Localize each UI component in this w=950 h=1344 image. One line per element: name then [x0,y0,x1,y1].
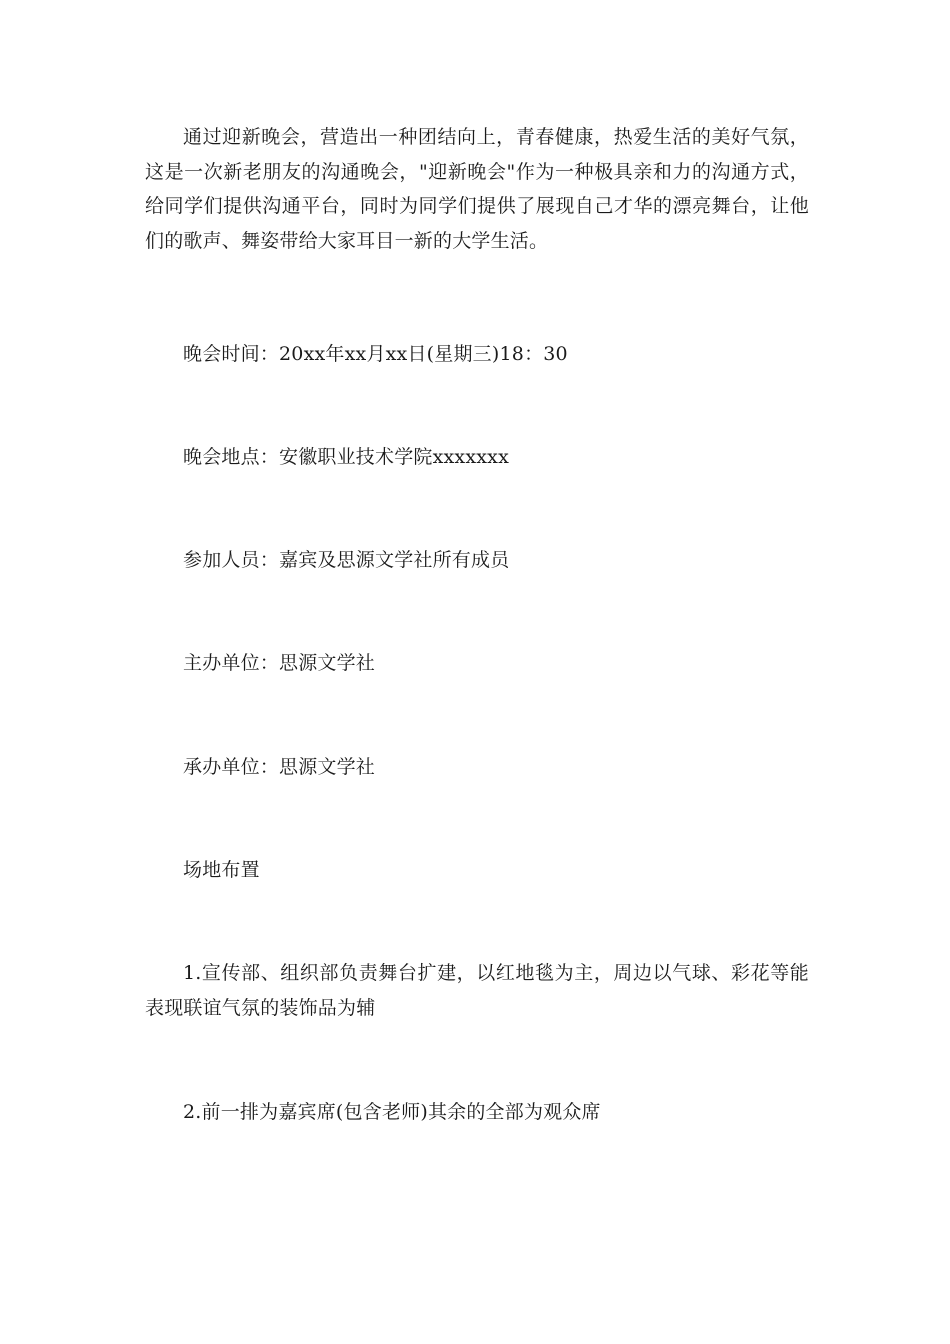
participants: 参加人员：嘉宾及思源文学社所有成员 [183,549,510,571]
venue-setup-heading: 场地布置 [183,859,260,881]
setup-item-2: 2.前一排为嘉宾席(包含老师)其余的全部为观众席 [183,1101,601,1123]
event-time: 晚会时间：20xx年xx月xx日(星期三)18：30 [183,343,568,365]
host-organization: 主办单位：思源文学社 [183,652,376,674]
setup-item-1: 1.宣传部、组织部负责舞台扩建，以红地毯为主，周边以气球、彩花等能表现联谊气氛的装饰品为辅 [145,962,809,1019]
intro-paragraph: 通过迎新晚会，营造出一种团结向上，青春健康，热爱生活的美好气氛，这是一次新老朋友的沟通晚会，"迎新晚会"作为一种极具亲和力的沟通方式，给同学们提供沟通平台，同时为同学们提供了展现自己才华的漂亮舞台，让他们的歌声、舞姿带给大家耳目一新的大学生活。 [145,126,809,252]
organizer: 承办单位：思源文学社 [183,756,376,778]
event-location: 晚会地点：安徽职业技术学院xxxxxxx [183,446,510,468]
